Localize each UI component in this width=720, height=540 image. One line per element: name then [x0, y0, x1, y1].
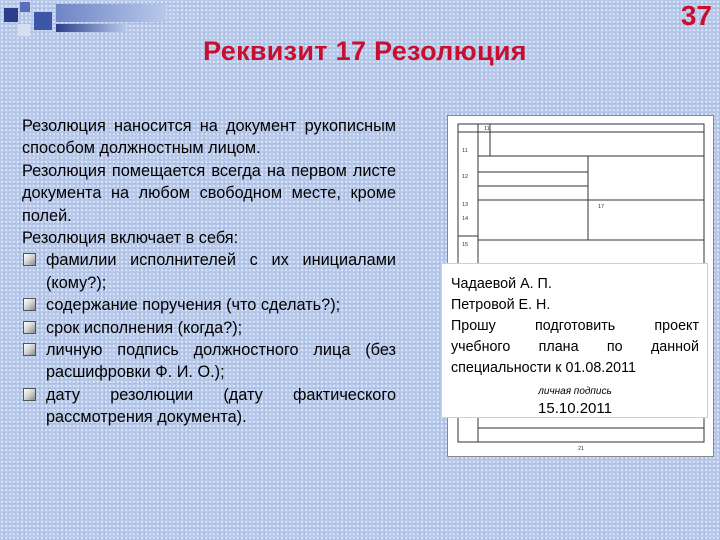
checkbox-bullet-icon: [23, 253, 36, 266]
form-label: 17: [598, 204, 605, 210]
list-item-text: дату резолюции (дату фактического рассмотрения документа).: [46, 385, 396, 427]
list-item: [22, 249, 396, 294]
form-label: 11: [484, 126, 490, 132]
bullet-list: [22, 249, 396, 428]
resolution-addressee: Петровой Е. Н.: [451, 297, 551, 313]
slide-number: 37: [680, 0, 712, 31]
list-item: [22, 339, 396, 384]
form-label: 15: [462, 242, 469, 248]
list-item-text: личную подпись должностного лица (без расшифровки Ф. И. О.);: [46, 341, 396, 382]
page-title: Реквизит 17 Резолюция: [203, 36, 527, 66]
resolution-instruction: Прошу подготовить проект: [451, 318, 699, 334]
form-label: 14: [462, 216, 469, 222]
list-item: [22, 294, 396, 316]
resolution-date: 15.10.2011: [538, 400, 612, 417]
list-item-text: срок исполнения (когда?);: [46, 318, 243, 337]
resolution-signature: личная подпись: [538, 386, 612, 397]
resolution-addressee: Чадаевой А. П.: [451, 276, 552, 292]
checkbox-bullet-icon: [23, 388, 36, 401]
checkbox-bullet-icon: [23, 298, 36, 311]
body-paragraph: Резолюция включает в себя:: [22, 229, 239, 248]
checkbox-bullet-icon: [23, 343, 36, 356]
form-label: 13: [462, 202, 469, 208]
body-paragraph: Резолюция помещается всегда на первом листе документа на любом свободном месте, кроме полей.: [22, 161, 396, 225]
form-label: 21: [578, 446, 585, 452]
resolution-example: [441, 263, 708, 418]
list-item-text: содержание поручения (что сделать?);: [46, 296, 341, 315]
body-paragraph: Резолюция наносится на документ рукописным способом должностным лицом.: [22, 117, 396, 158]
body-text: [22, 115, 396, 429]
list-item: [22, 317, 396, 339]
list-item-text: фамилии исполнителей с их инициалами (кому?);: [46, 251, 396, 292]
resolution-instruction: специальности к 01.08.2011: [451, 360, 636, 376]
form-label: 12: [462, 174, 469, 180]
resolution-instruction: учебного плана по данной: [451, 339, 699, 355]
checkbox-bullet-icon: [23, 321, 36, 334]
form-label: 11: [462, 148, 468, 154]
list-item: [22, 384, 396, 429]
